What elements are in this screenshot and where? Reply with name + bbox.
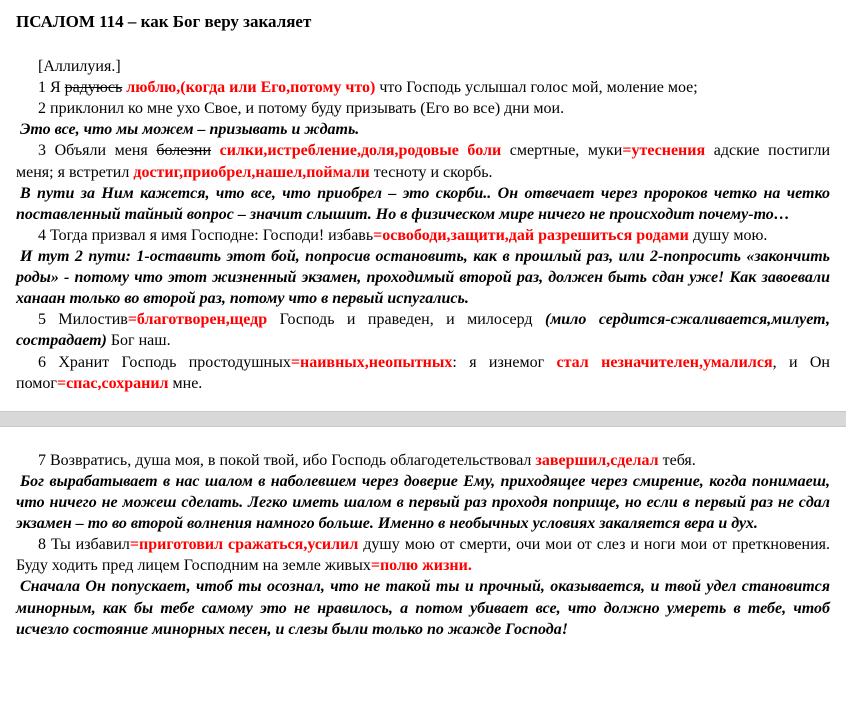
text-run: =освободи,защити,дай разрешиться родами (373, 226, 689, 244)
text-run: 4 Тогда призвал я имя Господне: Господи! избавь (38, 226, 374, 244)
text-run: И тут 2 пути: 1-оставить этот бой, попросив остановить, как в прошлый раз, или 2-попросить «закончить роды» - потому что этот жизненный экзамен, проходимый второй раз, должен быть сдан уже! Как завоевали ханаан только во второй раз, потому что в первый испугались. (16, 247, 830, 308)
page-1-content (16, 56, 830, 394)
text-run: люблю,(когда или Его,потому что) (126, 79, 376, 97)
text-run: 5 Милостив (38, 311, 128, 329)
text-run: тебя. (658, 451, 696, 469)
text-run: =благотворен,щедр (127, 311, 268, 329)
text-run: Бог вырабатывает в нас шалом в наболевшем через доверие Ему, приходящее через смирение, когда понимаеш, что ничего не можеш сделать. Легко иметь шалом в первый раз проходя поприще, но если в первый раз не сдал экзамен – то во второй волнения намного больше. Именно в необычных условиях закаляется вера и дух. (16, 472, 830, 533)
verse-paragraph (16, 352, 830, 394)
text-run: =спас,сохранил (56, 374, 169, 392)
commentary-paragraph (16, 576, 830, 639)
commentary-paragraph (16, 119, 830, 140)
text-run: 3 Объяли меня (38, 142, 157, 160)
commentary-paragraph (16, 246, 830, 309)
text-run: : я изнемог (452, 353, 557, 371)
text-run: =наивных,неопытных (290, 353, 453, 371)
text-run: =полю жизни. (370, 557, 472, 575)
text-run: В пути за Ним кажется, что все, что приобрел – это скорби.. Он отвечает через пророков четко на четко поставленный тайный вопрос – значит слышит. Но в физическом мире ничего не происходит почему-то… (16, 184, 830, 223)
text-run: тесноту и скорбь. (369, 163, 493, 181)
verse-paragraph (16, 225, 830, 246)
text-run: 1 Я (38, 79, 65, 97)
text-run: смертные, муки (501, 142, 623, 160)
text-run: , и Он помог (16, 353, 830, 392)
text-run: душу мою от смерти, очи мои от слез и ноги мои от преткновения. Буду ходить пред лицем Господним на земле живых (16, 536, 831, 575)
text-run: 6 Хранит Господь простодушных (38, 353, 291, 371)
text-run: радуюсь (64, 79, 123, 97)
verse-paragraph (16, 309, 830, 351)
text-run: завершил,сделал (535, 451, 659, 469)
text-run: стал незначителен,умалился (556, 353, 773, 371)
text-run: 2 приклонил ко мне ухо Свое, и потому буду призывать (Его во все) дни мои. (38, 100, 565, 118)
text-run: [Аллилуия.] (38, 58, 121, 75)
commentary-paragraph (16, 471, 830, 534)
verse-paragraph (16, 534, 830, 576)
text-run: 7 Возвратись, душа моя, в покой твой, ибо Господь облагодетельствовал (38, 451, 536, 469)
verse-paragraph (16, 98, 830, 119)
text-run: что Господь услышал голос мой, моление мое; (375, 79, 698, 97)
text-run: достиг,приобрел,нашел,поймали (133, 163, 370, 181)
verse-paragraph (16, 77, 830, 98)
verse-paragraph (16, 56, 830, 77)
verse-paragraph (16, 450, 830, 471)
text-run: =приготовил сражаться,усилил (129, 536, 359, 554)
commentary-paragraph (16, 183, 830, 225)
page-break-separator (0, 411, 846, 427)
text-run: (мило сердится-сжаливается,милует, сострадает) (16, 311, 830, 350)
text-run: Это все, что мы можем – призывать и ждать. (20, 121, 360, 139)
text-run: болезни (156, 142, 212, 160)
text-run: Бог наш. (106, 332, 171, 350)
text-run: Господь и праведен, и милосерд (267, 311, 545, 329)
text-run: Сначала Он попускает, чтоб ты осознал, что не такой ты и прочный, оказывается, и твой удел становится минорным, как бы тебе самому это не нравилось, а потом убивает все, что должно умереть в тебе, чтоб исчезло состояние минорных песен, и слезы были только по жажде Господа! (16, 578, 830, 638)
verse-paragraph (16, 140, 830, 182)
page-2-content (16, 450, 830, 640)
text-run: мне. (168, 374, 203, 392)
text-run (211, 142, 220, 159)
page-title: ПСАЛОМ 114 – как Бог веру закаляет (16, 12, 312, 31)
text-run: силки,истребление,доля,родовые боли (219, 142, 502, 160)
text-run: 8 Ты избавил (38, 536, 130, 554)
text-run: адские постигли меня; я встретил (16, 142, 831, 181)
text-run: =утеснения (622, 142, 706, 160)
text-run: душу мою. (688, 226, 768, 244)
